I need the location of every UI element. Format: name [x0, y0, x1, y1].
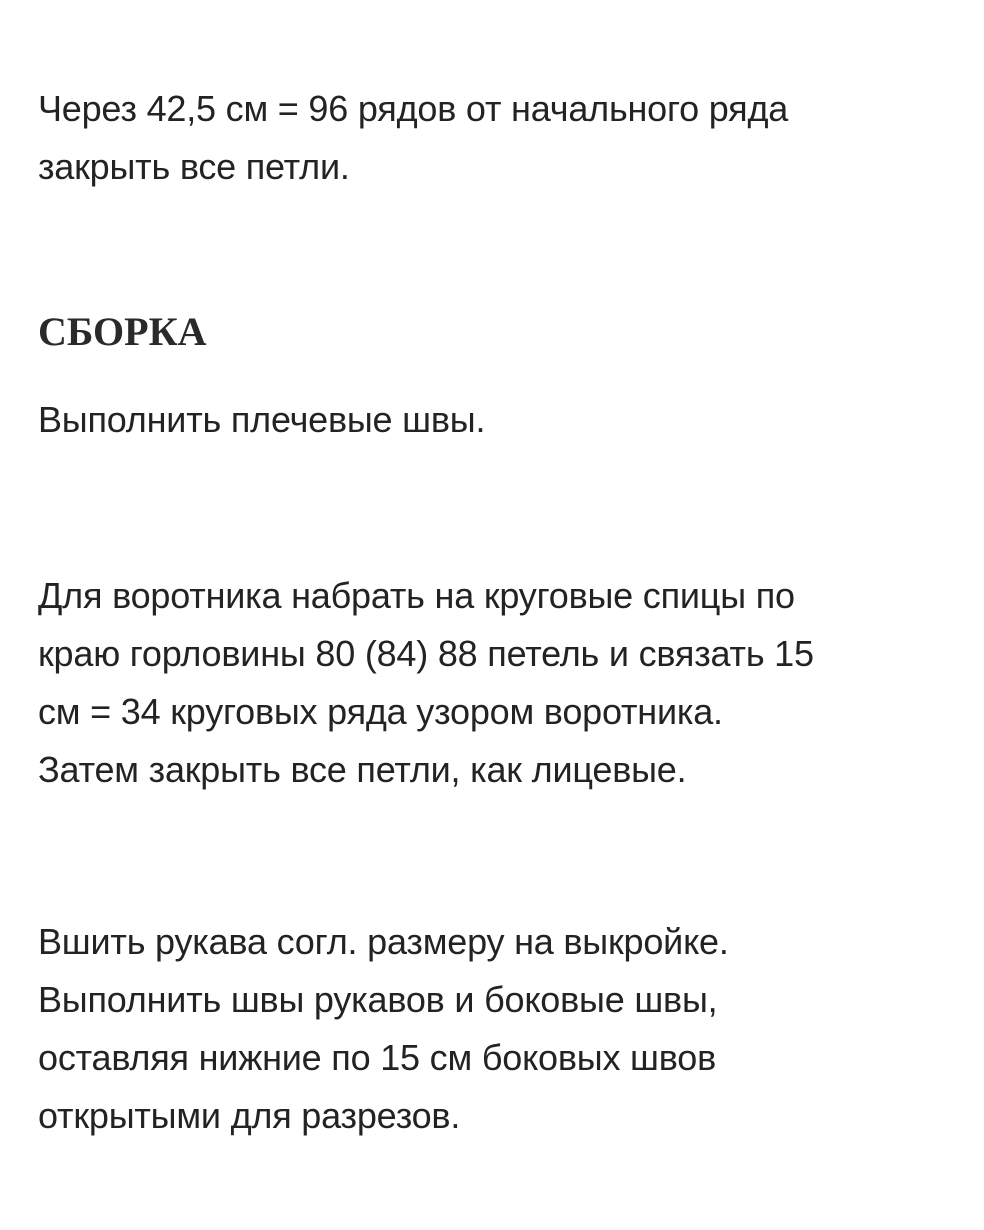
- text-line: Через 42,5 см = 96 рядов от начального ряда: [38, 88, 789, 129]
- text-line: Вшить рукава согл. размеру на выкройке.: [38, 921, 729, 962]
- text-line: краю горловины 80 (84) 88 петель и связать 15: [38, 633, 814, 674]
- document-body: [38, 80, 958, 1145]
- paragraph-sleeves: [38, 913, 958, 1145]
- text-line: открытыми для разрезов.: [38, 1095, 461, 1136]
- paragraph-collar: [38, 567, 958, 799]
- text-line: оставляя нижние по 15 см боковых швов: [38, 1037, 716, 1078]
- paragraph-shoulder-seams: [38, 391, 958, 449]
- paragraph-final-rows: [38, 80, 958, 196]
- text-line: закрыть все петли.: [38, 146, 350, 187]
- section-heading-assembly: СБОРКА: [38, 309, 207, 354]
- text-line: Выполнить плечевые швы.: [38, 399, 486, 440]
- text-line: Затем закрыть все петли, как лицевые.: [38, 749, 687, 790]
- text-line: см = 34 круговых ряда узором воротника.: [38, 691, 723, 732]
- text-line: Выполнить швы рукавов и боковые швы,: [38, 979, 718, 1020]
- text-line: Для воротника набрать на круговые спицы по: [38, 575, 795, 616]
